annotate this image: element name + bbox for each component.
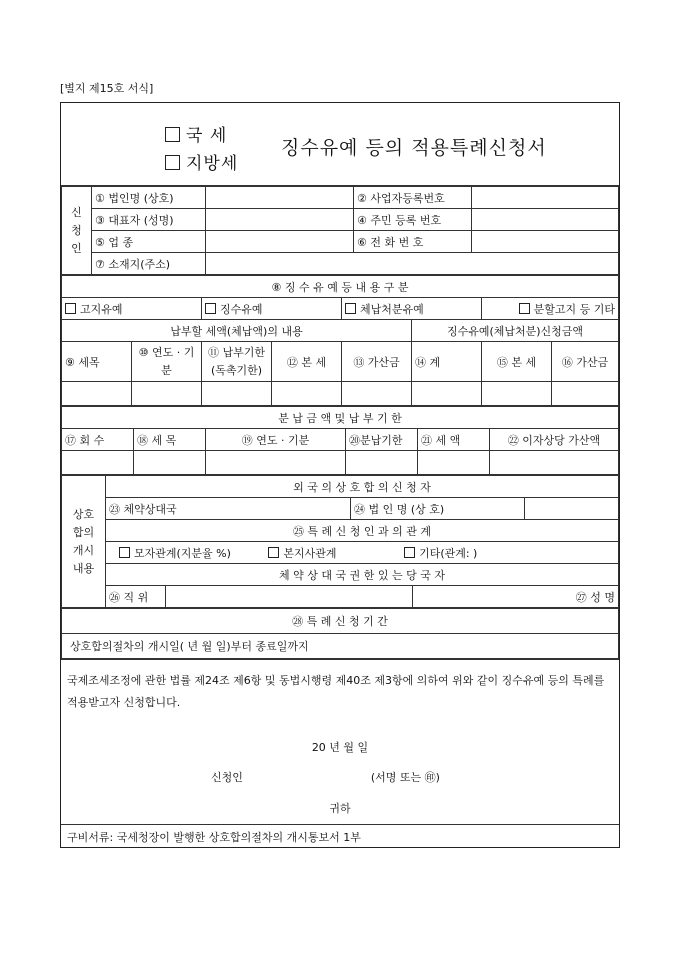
count-field[interactable] [62, 451, 134, 475]
checkbox-icon[interactable] [519, 303, 530, 314]
req-surcharge-field[interactable] [552, 382, 619, 406]
option-branch[interactable]: 본지사관계 [268, 547, 336, 560]
applicant-table [61, 186, 619, 275]
checkbox-icon[interactable] [119, 547, 130, 558]
business-type-label: ⑤ 업 종 [92, 231, 206, 253]
due-field[interactable] [346, 451, 418, 475]
corp-name-field[interactable] [525, 498, 619, 520]
address-label: ⑦ 소재지(주소) [92, 253, 206, 275]
col-surcharge: ⑬ 가산금 [342, 342, 412, 382]
representative-field[interactable] [206, 209, 354, 231]
representative-label: ③ 대표자 (성명) [92, 209, 206, 231]
period-heading: ㉘ 특 례 신 청 기 간 [62, 609, 619, 634]
request-heading: 징수유예(체납처분)신청금액 [412, 320, 619, 342]
mutual-agreement-table [61, 475, 619, 608]
tax-item-field[interactable] [62, 382, 132, 406]
option-disposition-deferral[interactable]: 체납처분유예 [342, 298, 482, 320]
name-label: ㉗ 성 명 [413, 586, 619, 608]
col-req-surcharge: ⑯ 가산금 [552, 342, 619, 382]
period-table [61, 608, 619, 659]
checkbox-icon[interactable] [268, 547, 279, 558]
applicant-section-label: 신청인 [62, 187, 92, 275]
treaty-country-label: ㉓ 체약상대국 [106, 498, 351, 520]
installment-table [61, 406, 619, 475]
corp-name-field[interactable] [206, 187, 354, 209]
checkbox-icon[interactable] [165, 127, 180, 142]
relation-heading: ㉕ 특 례 신 청 인 과 의 관 계 [106, 520, 619, 542]
year-field[interactable] [132, 382, 202, 406]
surcharge-field[interactable] [342, 382, 412, 406]
relation-options [106, 542, 619, 564]
deferral-heading: ⑧ 징 수 유 예 등 내 용 구 분 [62, 276, 619, 298]
col-principal: ⑫ 본 세 [272, 342, 342, 382]
option-national-tax[interactable]: 국 세 [165, 121, 227, 146]
corp-name-label: ㉔ 법 인 명 (상 호) [351, 498, 525, 520]
total-field[interactable] [412, 382, 482, 406]
business-type-field[interactable] [206, 231, 354, 253]
col-installment-count: ⑰ 회 수 [62, 429, 134, 451]
form-header [61, 103, 619, 186]
checkbox-icon[interactable] [65, 303, 76, 314]
form-title: 징수유예 등의 적용특례신청서 [281, 137, 547, 159]
period-text[interactable]: 상호합의절차의 개시일( 년 월 일)부터 종료일까지 [62, 634, 619, 659]
resident-no-field[interactable] [472, 209, 619, 231]
amount-field[interactable] [418, 451, 490, 475]
declaration-block [61, 659, 619, 824]
biz-reg-no-label: ② 사업자등록번호 [354, 187, 472, 209]
installment-heading: 분 납 금 액 및 납 부 기 한 [62, 407, 619, 429]
principal-field[interactable] [272, 382, 342, 406]
mutual-section-label: 상호 합의 개시 내용 [62, 476, 106, 608]
checkbox-icon[interactable] [205, 303, 216, 314]
applicant-line[interactable]: 신청인 (서명 또는 ㊞) [211, 771, 440, 784]
addressee: 귀하 [329, 802, 351, 815]
position-field[interactable] [166, 586, 413, 608]
resident-no-label: ④ 주민 등록 번호 [354, 209, 472, 231]
date-line[interactable]: 20 년 월 일 [311, 741, 369, 754]
option-collection-deferral[interactable]: 징수유예 [202, 298, 342, 320]
checkbox-icon[interactable] [345, 303, 356, 314]
col-year: ⑩ 연도 · 기분 [132, 342, 202, 382]
deferral-table [61, 275, 619, 406]
option-parent-subsidiary[interactable]: 모자관계(지분율 %) [119, 547, 231, 560]
address-field[interactable] [206, 253, 619, 275]
due-date-field[interactable] [202, 382, 272, 406]
application-form [60, 102, 620, 848]
phone-label: ⑥ 전 화 번 호 [354, 231, 472, 253]
signature-area [61, 718, 619, 824]
foreign-applicant-heading: 외 국 의 상 호 합 의 신 청 자 [106, 476, 619, 498]
col-installment-interest: ㉒ 이자상당 가산액 [490, 429, 619, 451]
amount-heading: 납부할 세액(체납액)의 내용 [62, 320, 412, 342]
checkbox-icon[interactable] [165, 155, 180, 170]
col-total: ⑭ 계 [412, 342, 482, 382]
option-other-relation[interactable]: 기타(관계: ) [404, 547, 477, 560]
col-installment-year: ⑲ 연도 · 기분 [206, 429, 346, 451]
checkbox-icon[interactable] [404, 547, 415, 558]
option-local-tax[interactable]: 지방세 [165, 149, 238, 174]
corp-name-label: ① 법인명 (상호) [92, 187, 206, 209]
col-tax-item: ⑨ 세목 [62, 342, 132, 382]
position-label: ㉖ 직 위 [106, 586, 166, 608]
req-principal-field[interactable] [482, 382, 552, 406]
form-number-label: [별지 제15호 서식] [60, 82, 154, 95]
declaration-text: 국제조세조정에 관한 법률 제24조 제6항 및 동법시행령 제40조 제3항에 의하여 위와 같이 징수유예 등의 특례를 적용받고자 신청합니다. [67, 674, 605, 709]
attachments-line: 구비서류: 국세청장이 발행한 상호합의절차의 개시통보서 1부 [61, 824, 619, 847]
option-installment-other[interactable]: 분할고지 등 기타 [482, 298, 619, 320]
biz-reg-no-field[interactable] [472, 187, 619, 209]
col-req-principal: ⑮ 본 세 [482, 342, 552, 382]
col-installment-item: ⑱ 세 목 [134, 429, 206, 451]
authority-heading: 체 약 상 대 국 권 한 있 는 당 국 자 [106, 564, 619, 586]
col-installment-due: ⑳분납기한 [346, 429, 418, 451]
option-notice-deferral[interactable]: 고지유예 [62, 298, 202, 320]
col-due-date: ⑪ 납부기한 (독촉기한) [202, 342, 272, 382]
year-field[interactable] [206, 451, 346, 475]
phone-field[interactable] [472, 231, 619, 253]
col-installment-amount: ㉑ 세 액 [418, 429, 490, 451]
interest-field[interactable] [490, 451, 619, 475]
item-field[interactable] [134, 451, 206, 475]
